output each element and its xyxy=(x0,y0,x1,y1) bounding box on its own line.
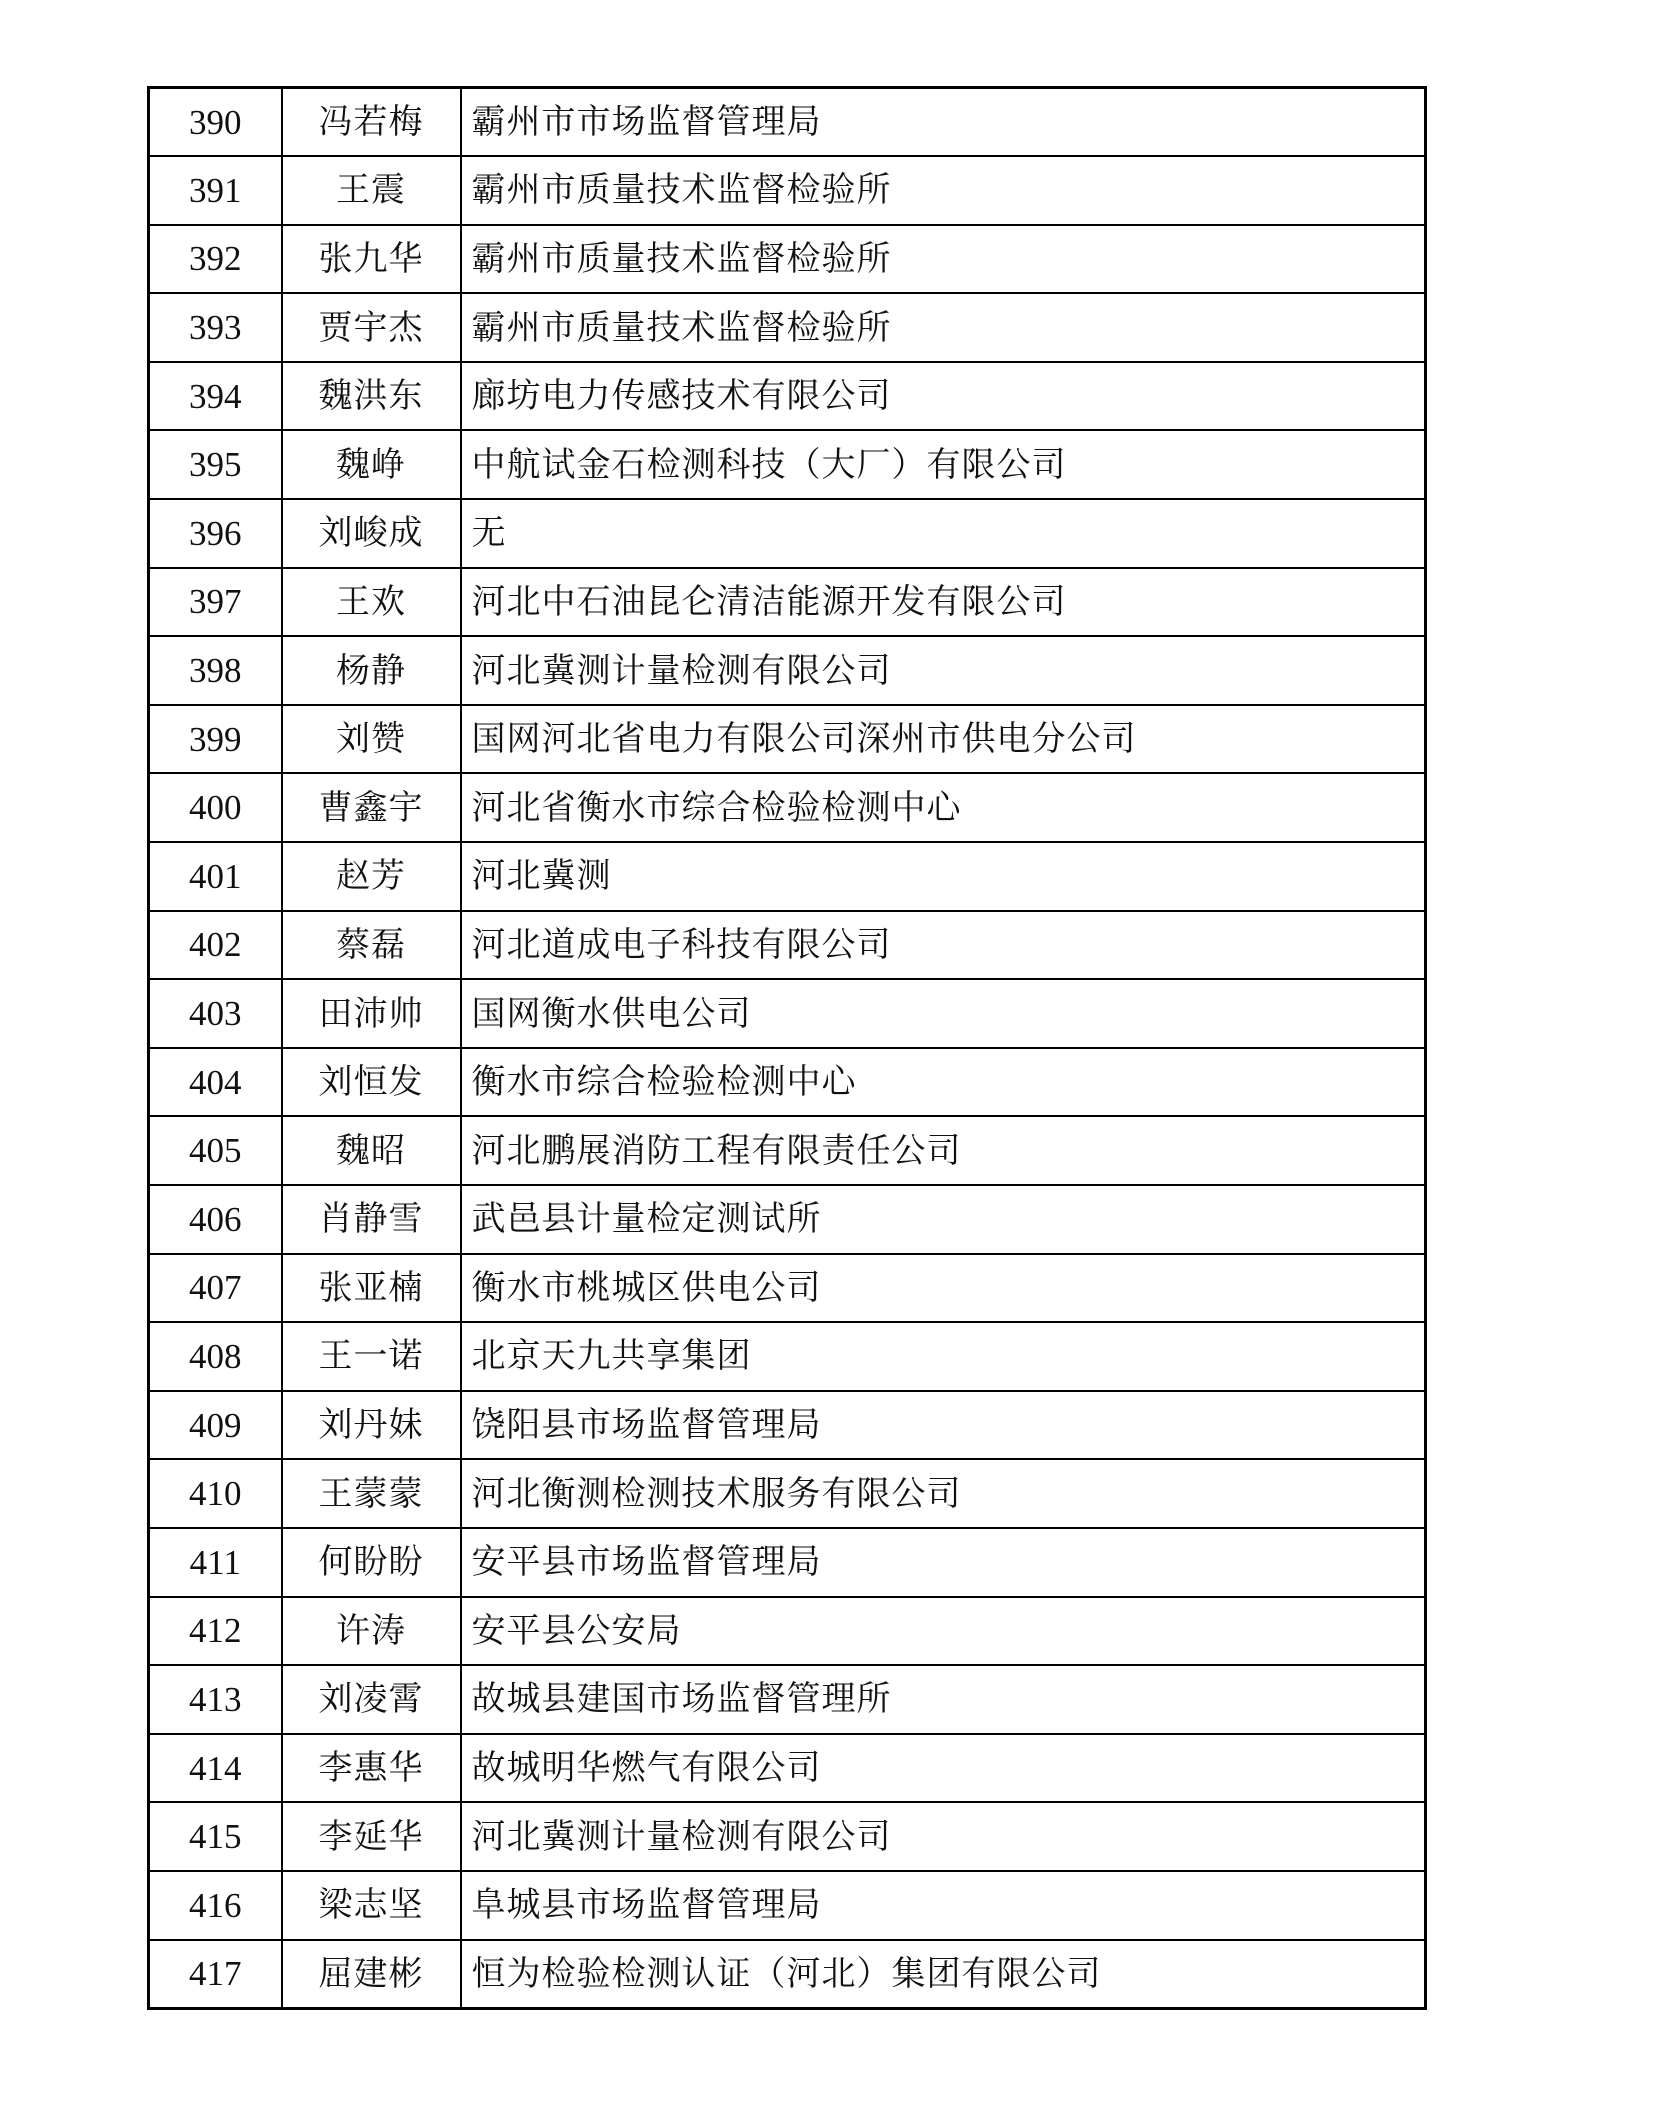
row-number-cell: 399 xyxy=(149,705,282,774)
organization-cell: 国网衡水供电公司 xyxy=(461,979,1426,1048)
organization-cell: 霸州市质量技术监督检验所 xyxy=(461,156,1426,225)
table-row xyxy=(149,1322,1426,1391)
table-row xyxy=(149,1802,1426,1871)
row-number-cell: 403 xyxy=(149,979,282,1048)
person-name-cell: 贾宇杰 xyxy=(282,293,461,362)
organization-cell: 河北道成电子科技有限公司 xyxy=(461,911,1426,980)
row-number-cell: 390 xyxy=(149,88,282,157)
person-name-cell: 曹鑫宇 xyxy=(282,773,461,842)
table-row xyxy=(149,1871,1426,1940)
table-row xyxy=(149,842,1426,911)
person-name-cell: 田沛帅 xyxy=(282,979,461,1048)
organization-cell: 饶阳县市场监督管理局 xyxy=(461,1391,1426,1460)
organization-cell: 河北鹏展消防工程有限责任公司 xyxy=(461,1116,1426,1185)
organization-cell: 武邑县计量检定测试所 xyxy=(461,1185,1426,1254)
row-number-cell: 404 xyxy=(149,1048,282,1117)
row-number-cell: 409 xyxy=(149,1391,282,1460)
organization-cell: 北京天九共享集团 xyxy=(461,1322,1426,1391)
table-row xyxy=(149,1597,1426,1666)
person-name-cell: 冯若梅 xyxy=(282,88,461,157)
person-name-cell: 张亚楠 xyxy=(282,1254,461,1323)
person-name-cell: 王蒙蒙 xyxy=(282,1459,461,1528)
person-name-cell: 王欢 xyxy=(282,568,461,637)
organization-cell: 廊坊电力传感技术有限公司 xyxy=(461,362,1426,431)
organization-cell: 恒为检验检测认证（河北）集团有限公司 xyxy=(461,1940,1426,2009)
person-name-cell: 魏峥 xyxy=(282,430,461,499)
organization-cell: 霸州市质量技术监督检验所 xyxy=(461,293,1426,362)
person-name-cell: 魏昭 xyxy=(282,1116,461,1185)
person-name-cell: 魏洪东 xyxy=(282,362,461,431)
person-name-cell: 李延华 xyxy=(282,1802,461,1871)
row-number-cell: 416 xyxy=(149,1871,282,1940)
table-row xyxy=(149,1665,1426,1734)
person-name-cell: 刘凌霄 xyxy=(282,1665,461,1734)
row-number-cell: 408 xyxy=(149,1322,282,1391)
person-name-cell: 刘丹妹 xyxy=(282,1391,461,1460)
table-row xyxy=(149,1048,1426,1117)
organization-cell: 河北衡测检测技术服务有限公司 xyxy=(461,1459,1426,1528)
person-name-cell: 张九华 xyxy=(282,225,461,294)
row-number-cell: 402 xyxy=(149,911,282,980)
organization-cell: 霸州市质量技术监督检验所 xyxy=(461,225,1426,294)
person-name-cell: 梁志坚 xyxy=(282,1871,461,1940)
organization-cell: 安平县公安局 xyxy=(461,1597,1426,1666)
row-number-cell: 417 xyxy=(149,1940,282,2009)
person-name-cell: 何盼盼 xyxy=(282,1528,461,1597)
person-name-cell: 刘赞 xyxy=(282,705,461,774)
person-name-cell: 杨静 xyxy=(282,636,461,705)
organization-cell: 无 xyxy=(461,499,1426,568)
row-number-cell: 412 xyxy=(149,1597,282,1666)
person-name-cell: 刘恒发 xyxy=(282,1048,461,1117)
person-name-cell: 蔡磊 xyxy=(282,911,461,980)
person-name-cell: 屈建彬 xyxy=(282,1940,461,2009)
table-row xyxy=(149,225,1426,294)
row-number-cell: 398 xyxy=(149,636,282,705)
row-number-cell: 392 xyxy=(149,225,282,294)
table-row xyxy=(149,1528,1426,1597)
row-number-cell: 405 xyxy=(149,1116,282,1185)
organization-cell: 河北冀测计量检测有限公司 xyxy=(461,1802,1426,1871)
row-number-cell: 411 xyxy=(149,1528,282,1597)
table-row xyxy=(149,88,1426,157)
row-number-cell: 415 xyxy=(149,1802,282,1871)
organization-cell: 故城县建国市场监督管理所 xyxy=(461,1665,1426,1734)
table-row xyxy=(149,1116,1426,1185)
row-number-cell: 414 xyxy=(149,1734,282,1803)
table-row xyxy=(149,362,1426,431)
organization-cell: 衡水市综合检验检测中心 xyxy=(461,1048,1426,1117)
row-number-cell: 397 xyxy=(149,568,282,637)
person-name-cell: 肖静雪 xyxy=(282,1185,461,1254)
personnel-table xyxy=(147,86,1427,2010)
person-name-cell: 李惠华 xyxy=(282,1734,461,1803)
organization-cell: 安平县市场监督管理局 xyxy=(461,1528,1426,1597)
table-row xyxy=(149,156,1426,225)
organization-cell: 河北冀测计量检测有限公司 xyxy=(461,636,1426,705)
person-name-cell: 赵芳 xyxy=(282,842,461,911)
organization-cell: 中航试金石检测科技（大厂）有限公司 xyxy=(461,430,1426,499)
organization-cell: 故城明华燃气有限公司 xyxy=(461,1734,1426,1803)
row-number-cell: 410 xyxy=(149,1459,282,1528)
table-row xyxy=(149,1185,1426,1254)
row-number-cell: 400 xyxy=(149,773,282,842)
person-name-cell: 刘峻成 xyxy=(282,499,461,568)
table-row xyxy=(149,911,1426,980)
table-row xyxy=(149,1940,1426,2009)
row-number-cell: 394 xyxy=(149,362,282,431)
personnel-table-body xyxy=(149,88,1426,2009)
table-row xyxy=(149,773,1426,842)
organization-cell: 衡水市桃城区供电公司 xyxy=(461,1254,1426,1323)
organization-cell: 国网河北省电力有限公司深州市供电分公司 xyxy=(461,705,1426,774)
table-row xyxy=(149,1254,1426,1323)
table-row xyxy=(149,1459,1426,1528)
organization-cell: 河北省衡水市综合检验检测中心 xyxy=(461,773,1426,842)
person-name-cell: 许涛 xyxy=(282,1597,461,1666)
row-number-cell: 401 xyxy=(149,842,282,911)
row-number-cell: 413 xyxy=(149,1665,282,1734)
row-number-cell: 396 xyxy=(149,499,282,568)
row-number-cell: 406 xyxy=(149,1185,282,1254)
organization-cell: 霸州市市场监督管理局 xyxy=(461,88,1426,157)
row-number-cell: 407 xyxy=(149,1254,282,1323)
organization-cell: 河北中石油昆仑清洁能源开发有限公司 xyxy=(461,568,1426,637)
organization-cell: 阜城县市场监督管理局 xyxy=(461,1871,1426,1940)
organization-cell: 河北冀测 xyxy=(461,842,1426,911)
person-name-cell: 王震 xyxy=(282,156,461,225)
row-number-cell: 391 xyxy=(149,156,282,225)
table-row xyxy=(149,1734,1426,1803)
table-row xyxy=(149,1391,1426,1460)
person-name-cell: 王一诺 xyxy=(282,1322,461,1391)
table-row xyxy=(149,636,1426,705)
table-row xyxy=(149,430,1426,499)
table-row xyxy=(149,293,1426,362)
row-number-cell: 395 xyxy=(149,430,282,499)
table-row xyxy=(149,979,1426,1048)
table-row xyxy=(149,705,1426,774)
row-number-cell: 393 xyxy=(149,293,282,362)
table-row xyxy=(149,499,1426,568)
table-row xyxy=(149,568,1426,637)
